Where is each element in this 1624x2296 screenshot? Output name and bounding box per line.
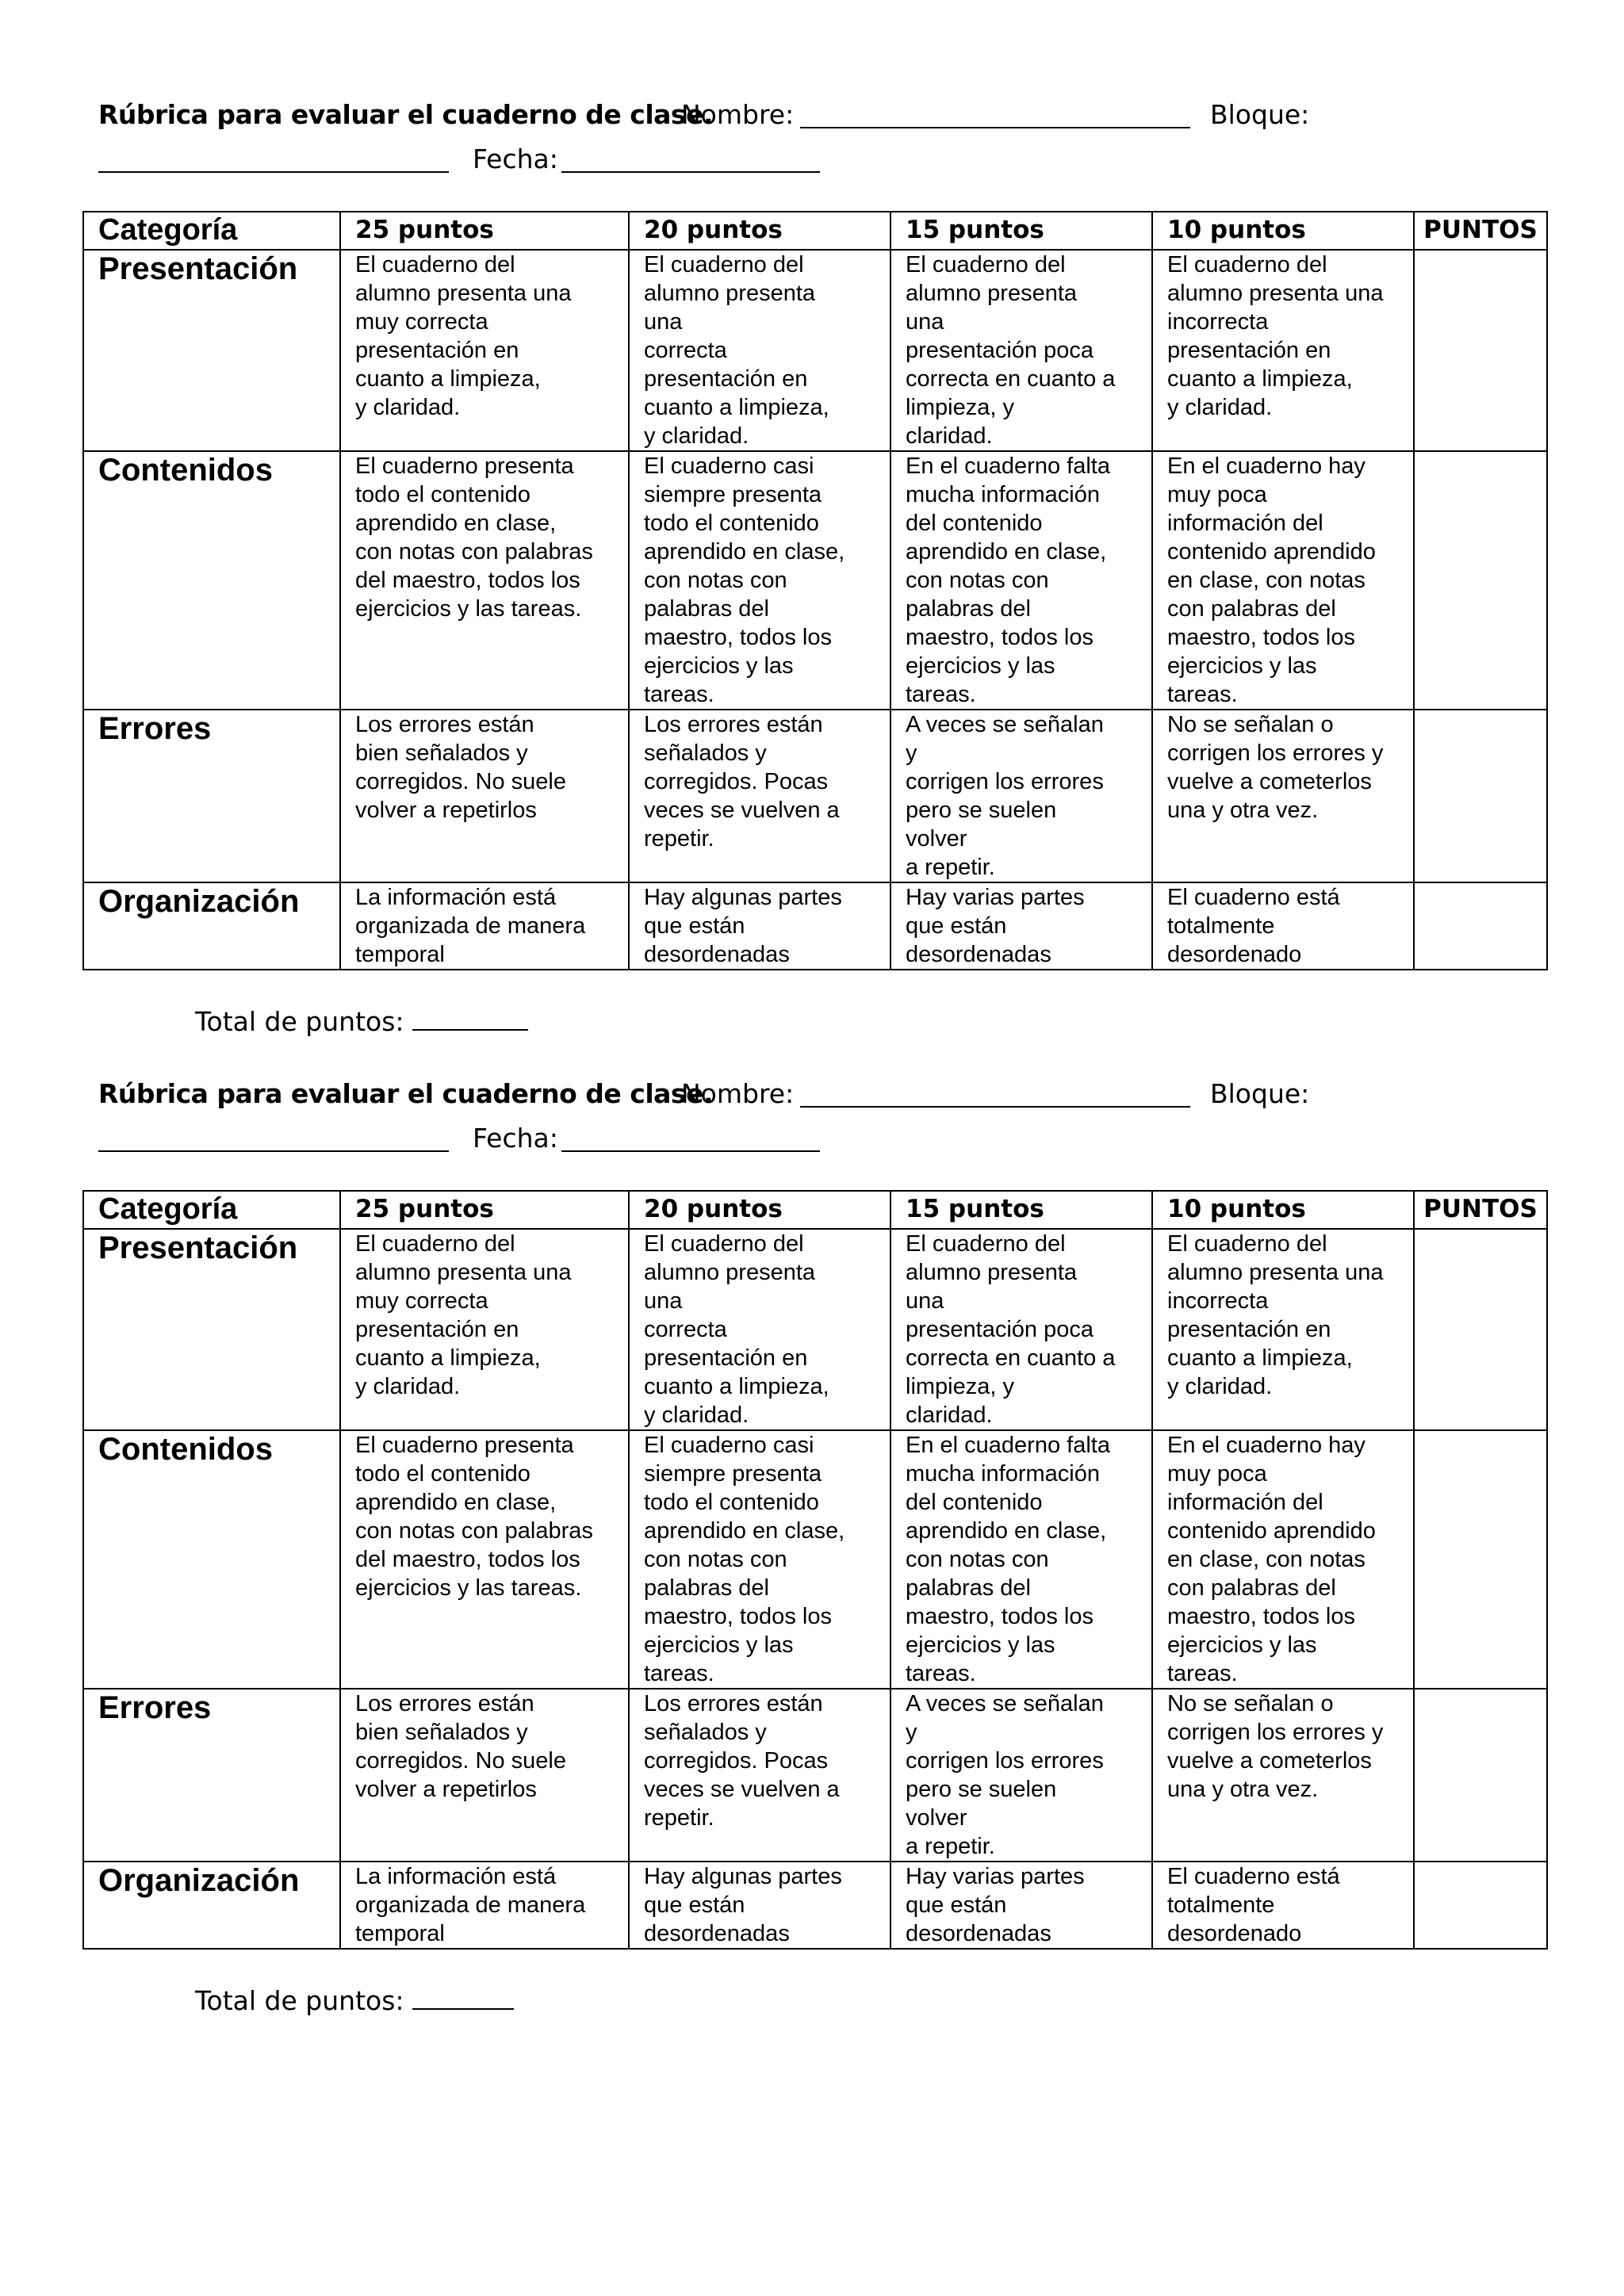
total-label: Total de puntos:	[195, 1006, 404, 1037]
table-row	[83, 882, 1547, 970]
total-blank[interactable]	[412, 1984, 514, 2010]
table-row	[83, 710, 1547, 882]
points-cell[interactable]	[1414, 710, 1547, 882]
criterion-cell: No se señalan o corrigen los errores y vuelve a cometerlos una y otra vez.	[1152, 1689, 1414, 1862]
category-cell: Organización	[83, 882, 340, 970]
table-row	[83, 451, 1547, 710]
column-header-10: 10 puntos	[1152, 1191, 1414, 1229]
category-cell: Errores	[83, 1689, 340, 1862]
category-cell: Presentación	[83, 1229, 340, 1430]
table-row	[83, 1862, 1547, 1949]
criterion-cell: El cuaderno del alumno presenta una presentación poca correcta en cuanto a limpieza, y claridad.	[891, 250, 1152, 451]
bloque-label: Bloque:	[1210, 99, 1310, 130]
total-points	[195, 1983, 514, 2019]
table-row	[83, 250, 1547, 451]
criterion-cell: El cuaderno presenta todo el contenido aprendido en clase, con notas con palabras del maestro, todos los ejercicios y las tareas.	[340, 1430, 629, 1689]
fecha-label: Fecha:	[473, 1123, 558, 1154]
criterion-cell: Hay varias partes que están desordenadas	[891, 1862, 1152, 1949]
criterion-cell: Hay varias partes que están desordenadas	[891, 882, 1152, 970]
nombre-blank	[800, 1106, 1190, 1108]
criterion-cell: El cuaderno casi siempre presenta todo el contenido aprendido en clase, con notas con palabras del maestro, todos los ejercicios y las tareas.	[629, 451, 891, 710]
fecha-blank	[561, 1150, 820, 1152]
column-header-20: 20 puntos	[629, 212, 891, 250]
table-row	[83, 1430, 1547, 1689]
points-cell[interactable]	[1414, 1430, 1547, 1689]
rubric-table	[82, 1190, 1548, 1950]
column-header-puntos: PUNTOS	[1414, 212, 1547, 250]
table-row	[83, 1229, 1547, 1430]
criterion-cell: El cuaderno del alumno presenta una presentación poca correcta en cuanto a limpieza, y claridad.	[891, 1229, 1152, 1430]
rubric-title: Rúbrica para evaluar el cuaderno de clase.	[98, 99, 713, 130]
criterion-cell: El cuaderno del alumno presenta una correcta presentación en cuanto a limpieza, y claridad.	[629, 250, 891, 451]
column-header-15: 15 puntos	[891, 1191, 1152, 1229]
criterion-cell: No se señalan o corrigen los errores y vuelve a cometerlos una y otra vez.	[1152, 710, 1414, 882]
bloque-blank	[98, 171, 449, 173]
points-cell[interactable]	[1414, 250, 1547, 451]
points-cell[interactable]	[1414, 1689, 1547, 1862]
category-cell: Organización	[83, 1862, 340, 1949]
criterion-cell: Los errores están señalados y corregidos. Pocas veces se vuelven a repetir.	[629, 1689, 891, 1862]
bloque-blank	[98, 1150, 449, 1152]
criterion-cell: El cuaderno está totalmente desordenado	[1152, 1862, 1414, 1949]
column-header-25: 25 puntos	[340, 212, 629, 250]
column-header-categoria: Categoría	[83, 212, 340, 250]
criterion-cell: Los errores están bien señalados y corregidos. No suele volver a repetirlos	[340, 1689, 629, 1862]
fecha-blank	[561, 171, 820, 173]
column-header-puntos: PUNTOS	[1414, 1191, 1547, 1229]
nombre-label: Nombre:	[681, 1078, 795, 1109]
criterion-cell: En el cuaderno hay muy poca información del contenido aprendido en clase, con notas con palabras del maestro, todos los ejercicios y las tareas.	[1152, 451, 1414, 710]
criterion-cell: A veces se señalan y corrigen los errores pero se suelen volver a repetir.	[891, 710, 1152, 882]
category-cell: Contenidos	[83, 1430, 340, 1689]
criterion-cell: Hay algunas partes que están desordenadas	[629, 1862, 891, 1949]
criterion-cell: En el cuaderno hay muy poca información del contenido aprendido en clase, con notas con palabras del maestro, todos los ejercicios y las tareas.	[1152, 1430, 1414, 1689]
criterion-cell: El cuaderno presenta todo el contenido aprendido en clase, con notas con palabras del maestro, todos los ejercicios y las tareas.	[340, 451, 629, 710]
criterion-cell: El cuaderno del alumno presenta una muy correcta presentación en cuanto a limpieza, y claridad.	[340, 250, 629, 451]
criterion-cell: El cuaderno del alumno presenta una incorrecta presentación en cuanto a limpieza, y claridad.	[1152, 250, 1414, 451]
header-line-2	[98, 1120, 1605, 1157]
column-header-25: 25 puntos	[340, 1191, 629, 1229]
total-points	[195, 1004, 528, 1040]
rubric-table	[82, 211, 1548, 970]
column-header-categoria: Categoría	[83, 1191, 340, 1229]
criterion-cell: El cuaderno del alumno presenta una incorrecta presentación en cuanto a limpieza, y claridad.	[1152, 1229, 1414, 1430]
header-line-1	[98, 97, 1605, 133]
header-line-1	[98, 1076, 1605, 1112]
points-cell[interactable]	[1414, 1862, 1547, 1949]
nombre-blank	[800, 127, 1190, 128]
criterion-cell: Hay algunas partes que están desordenadas	[629, 882, 891, 970]
column-header-20: 20 puntos	[629, 1191, 891, 1229]
table-header-row	[83, 1191, 1547, 1229]
total-blank[interactable]	[412, 1005, 528, 1031]
criterion-cell: En el cuaderno falta mucha información del contenido aprendido en clase, con notas con palabras del maestro, todos los ejercicios y las tareas.	[891, 1430, 1152, 1689]
points-cell[interactable]	[1414, 451, 1547, 710]
category-cell: Presentación	[83, 250, 340, 451]
criterion-cell: En el cuaderno falta mucha información del contenido aprendido en clase, con notas con palabras del maestro, todos los ejercicios y las tareas.	[891, 451, 1152, 710]
nombre-label: Nombre:	[681, 99, 795, 130]
rubric-title: Rúbrica para evaluar el cuaderno de clase.	[98, 1078, 713, 1109]
criterion-cell: A veces se señalan y corrigen los errores pero se suelen volver a repetir.	[891, 1689, 1152, 1862]
points-cell[interactable]	[1414, 882, 1547, 970]
category-cell: Contenidos	[83, 451, 340, 710]
bloque-label: Bloque:	[1210, 1078, 1310, 1109]
column-header-15: 15 puntos	[891, 212, 1152, 250]
fecha-label: Fecha:	[473, 144, 558, 174]
table-row	[83, 1689, 1547, 1862]
criterion-cell: El cuaderno está totalmente desordenado	[1152, 882, 1414, 970]
category-cell: Errores	[83, 710, 340, 882]
points-cell[interactable]	[1414, 1229, 1547, 1430]
header-line-2	[98, 141, 1605, 178]
table-header-row	[83, 212, 1547, 250]
criterion-cell: La información está organizada de manera temporal	[340, 1862, 629, 1949]
total-label: Total de puntos:	[195, 1985, 404, 2016]
criterion-cell: El cuaderno del alumno presenta una correcta presentación en cuanto a limpieza, y claridad.	[629, 1229, 891, 1430]
criterion-cell: La información está organizada de manera temporal	[340, 882, 629, 970]
criterion-cell: El cuaderno del alumno presenta una muy correcta presentación en cuanto a limpieza, y claridad.	[340, 1229, 629, 1430]
criterion-cell: Los errores están señalados y corregidos. Pocas veces se vuelven a repetir.	[629, 710, 891, 882]
criterion-cell: Los errores están bien señalados y corregidos. No suele volver a repetirlos	[340, 710, 629, 882]
criterion-cell: El cuaderno casi siempre presenta todo el contenido aprendido en clase, con notas con palabras del maestro, todos los ejercicios y las tareas.	[629, 1430, 891, 1689]
column-header-10: 10 puntos	[1152, 212, 1414, 250]
